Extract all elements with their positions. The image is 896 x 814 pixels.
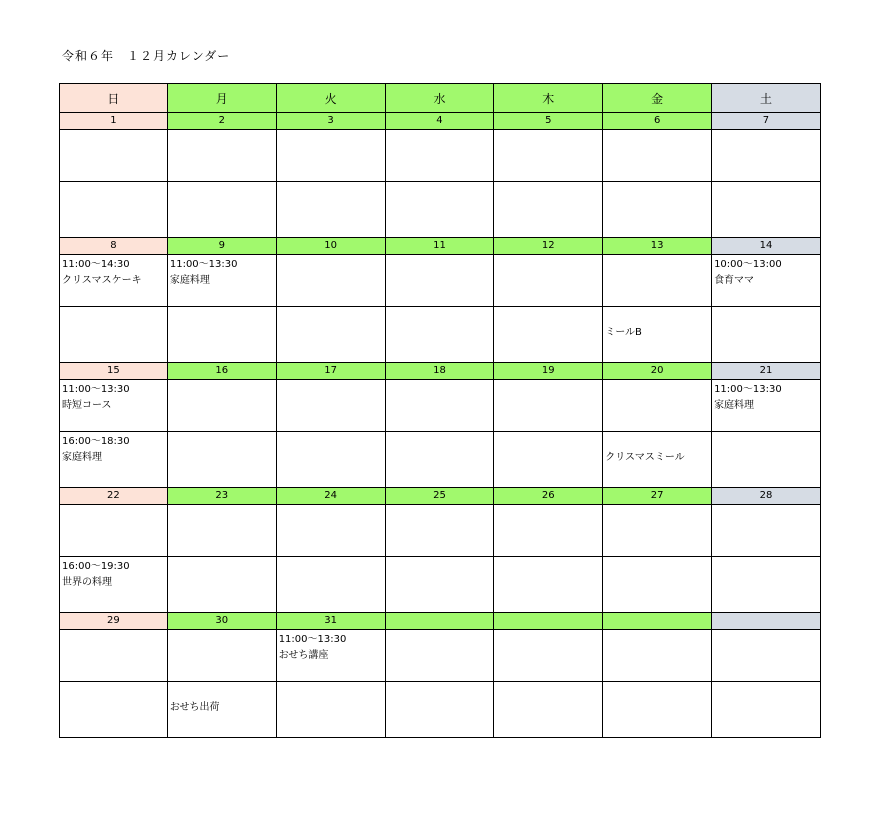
event-cell[interactable] [168, 255, 277, 307]
date-number [603, 613, 712, 630]
date-number: 30 [168, 613, 277, 630]
event-cell[interactable] [168, 682, 277, 738]
event-name [170, 148, 276, 164]
date-number [494, 613, 603, 630]
event-name [388, 148, 494, 164]
date-number: 20 [603, 363, 712, 380]
event-cell[interactable] [168, 432, 277, 488]
event-cell[interactable] [494, 182, 603, 238]
event-name [605, 575, 711, 591]
event-cell[interactable] [712, 432, 821, 488]
weekday-header-row [59, 83, 821, 113]
date-number: 7 [712, 113, 821, 130]
event-cell[interactable] [59, 130, 168, 182]
date-number: 22 [59, 488, 168, 505]
event-time [170, 507, 276, 523]
event-cell[interactable] [277, 557, 386, 613]
date-number-row [59, 113, 821, 130]
event-name [170, 200, 276, 216]
event-cell[interactable] [386, 557, 495, 613]
event-name: 家庭料理 [62, 452, 102, 463]
event-time [496, 559, 602, 575]
event-time [170, 434, 276, 450]
event-time: 10:00～13:00 [714, 259, 782, 270]
date-number: 19 [494, 363, 603, 380]
date-number: 2 [168, 113, 277, 130]
date-number-row [59, 363, 821, 380]
event-cell[interactable] [59, 432, 168, 488]
event-cell[interactable] [494, 255, 603, 307]
weekday-header: 月 [168, 83, 277, 113]
event-cell[interactable] [277, 505, 386, 557]
event-cell[interactable] [59, 255, 168, 307]
event-row [59, 380, 821, 432]
event-cell[interactable] [277, 182, 386, 238]
event-time [496, 434, 602, 450]
event-time [714, 434, 820, 450]
event-name [496, 450, 602, 466]
event-name [62, 523, 167, 539]
event-name [170, 523, 276, 539]
event-name [279, 325, 385, 341]
event-name [170, 325, 276, 341]
event-cell[interactable] [277, 307, 386, 363]
event-row [59, 432, 821, 488]
date-number: 17 [277, 363, 386, 380]
event-name [496, 398, 602, 414]
event-time [388, 507, 494, 523]
date-number: 15 [59, 363, 168, 380]
event-name [279, 450, 385, 466]
event-time [62, 507, 167, 523]
event-time [279, 257, 385, 273]
event-name [388, 450, 494, 466]
event-time [605, 309, 711, 325]
event-row [59, 307, 821, 363]
event-cell[interactable] [386, 505, 495, 557]
event-time [714, 309, 820, 325]
date-number-row [59, 238, 821, 255]
event-cell[interactable] [277, 682, 386, 738]
calendar-title: 令和６年 １２月カレンダー [62, 49, 231, 63]
event-time [605, 382, 711, 398]
event-time [496, 132, 602, 148]
event-time [496, 684, 602, 700]
event-name [605, 273, 711, 289]
event-name [62, 700, 167, 716]
event-time [170, 382, 276, 398]
event-name [605, 523, 711, 539]
event-name: 世界の料理 [62, 577, 112, 588]
event-name [605, 398, 711, 414]
event-time [62, 132, 167, 148]
date-number: 4 [386, 113, 495, 130]
event-time [496, 184, 602, 200]
event-name [170, 450, 276, 466]
event-time [170, 559, 276, 575]
event-cell[interactable] [168, 557, 277, 613]
event-cell[interactable] [494, 432, 603, 488]
weekday-header: 水 [386, 83, 495, 113]
event-cell[interactable] [168, 630, 277, 682]
event-row [59, 255, 821, 307]
event-name [388, 398, 494, 414]
weekday-header: 土 [712, 83, 821, 113]
weekday-header: 木 [494, 83, 603, 113]
event-name [714, 700, 820, 716]
event-time [496, 507, 602, 523]
event-cell[interactable] [712, 380, 821, 432]
date-number: 27 [603, 488, 712, 505]
event-time [714, 132, 820, 148]
event-name [496, 523, 602, 539]
date-number: 1 [59, 113, 168, 130]
event-time [388, 257, 494, 273]
date-number: 14 [712, 238, 821, 255]
event-name [62, 148, 167, 164]
date-number: 26 [494, 488, 603, 505]
event-time [714, 684, 820, 700]
date-number: 10 [277, 238, 386, 255]
event-cell[interactable] [277, 630, 386, 682]
event-name [388, 325, 494, 341]
event-time [388, 632, 494, 648]
date-number: 23 [168, 488, 277, 505]
event-cell[interactable] [168, 182, 277, 238]
event-name [496, 148, 602, 164]
event-name [714, 325, 820, 341]
event-cell[interactable] [494, 307, 603, 363]
event-name [388, 648, 494, 664]
event-cell[interactable] [603, 182, 712, 238]
event-name [279, 700, 385, 716]
event-name: 家庭料理 [169, 275, 210, 286]
event-time [496, 632, 602, 648]
event-row [59, 130, 821, 182]
event-cell[interactable] [168, 505, 277, 557]
event-cell[interactable] [277, 130, 386, 182]
event-cell[interactable] [59, 682, 168, 738]
event-cell[interactable] [603, 380, 712, 432]
event-cell[interactable] [603, 130, 712, 182]
event-cell[interactable] [168, 307, 277, 363]
event-cell[interactable] [494, 130, 603, 182]
event-name [605, 200, 711, 216]
event-cell[interactable] [712, 130, 821, 182]
event-cell[interactable] [603, 505, 712, 557]
event-cell[interactable] [494, 380, 603, 432]
event-time [279, 132, 385, 148]
event-name [496, 200, 602, 216]
event-time [388, 434, 494, 450]
calendar-grid [59, 83, 821, 738]
event-time: 11:00～13:30 [278, 634, 347, 645]
event-time: 11:00～13:30 [62, 384, 130, 395]
event-time [496, 257, 602, 273]
event-cell[interactable] [168, 130, 277, 182]
event-name: おせち出荷 [169, 702, 220, 713]
event-cell[interactable] [603, 432, 712, 488]
event-cell[interactable] [603, 557, 712, 613]
event-cell[interactable] [603, 307, 712, 363]
event-name [714, 200, 820, 216]
event-name [714, 523, 820, 539]
event-name: おせち講座 [278, 650, 329, 661]
event-cell[interactable] [603, 630, 712, 682]
event-time [279, 684, 385, 700]
event-name [62, 325, 167, 341]
event-time [496, 309, 602, 325]
event-row [59, 557, 821, 613]
event-time [388, 559, 494, 575]
date-number-row [59, 488, 821, 505]
event-cell[interactable] [277, 432, 386, 488]
event-time [279, 184, 385, 200]
date-number: 5 [494, 113, 603, 130]
event-name: クリスマスミール [605, 452, 685, 463]
event-cell[interactable] [712, 630, 821, 682]
event-cell[interactable] [59, 182, 168, 238]
event-name [605, 700, 711, 716]
event-time [170, 632, 276, 648]
event-time [170, 132, 276, 148]
event-name [605, 648, 711, 664]
event-name [714, 575, 820, 591]
event-name: クリスマスケーキ [62, 275, 142, 286]
event-cell[interactable] [59, 557, 168, 613]
event-time [279, 309, 385, 325]
event-name [170, 398, 276, 414]
event-cell[interactable] [59, 380, 168, 432]
event-cell[interactable] [386, 255, 495, 307]
event-cell[interactable] [386, 630, 495, 682]
date-number: 16 [168, 363, 277, 380]
event-cell[interactable] [494, 557, 603, 613]
weekday-header: 火 [277, 83, 386, 113]
event-name: 時短コース [62, 400, 112, 411]
event-name [279, 398, 385, 414]
event-row [59, 682, 821, 738]
event-time [714, 632, 820, 648]
event-name [496, 575, 602, 591]
date-number: 31 [277, 613, 386, 630]
event-time [714, 559, 820, 575]
event-time [388, 132, 494, 148]
event-cell[interactable] [494, 682, 603, 738]
event-time [170, 309, 276, 325]
event-time [605, 632, 711, 648]
event-cell[interactable] [59, 630, 168, 682]
event-time [388, 309, 494, 325]
event-row [59, 182, 821, 238]
event-cell[interactable] [386, 432, 495, 488]
event-time [62, 632, 167, 648]
event-time [62, 309, 167, 325]
event-cell[interactable] [277, 380, 386, 432]
event-cell[interactable] [494, 630, 603, 682]
event-cell[interactable] [712, 505, 821, 557]
event-time: 11:00～14:30 [62, 259, 130, 270]
event-cell[interactable] [386, 182, 495, 238]
date-number: 28 [712, 488, 821, 505]
event-name [388, 273, 494, 289]
event-time [170, 684, 276, 700]
event-time [714, 184, 820, 200]
event-name: ミールB [605, 327, 642, 338]
event-time [388, 382, 494, 398]
event-time [388, 684, 494, 700]
date-number: 25 [386, 488, 495, 505]
event-name [496, 700, 602, 716]
event-cell[interactable] [712, 307, 821, 363]
weekday-header: 日 [59, 83, 168, 113]
event-name [388, 700, 494, 716]
event-name [279, 148, 385, 164]
event-name: 食育ママ [714, 275, 755, 286]
date-number: 12 [494, 238, 603, 255]
event-name [62, 200, 167, 216]
event-name: 家庭料理 [714, 400, 755, 411]
event-name [496, 325, 602, 341]
event-name [170, 648, 276, 664]
event-time [62, 184, 167, 200]
event-cell[interactable] [603, 682, 712, 738]
event-name [279, 523, 385, 539]
event-time: 16:00～19:30 [62, 561, 130, 572]
date-number: 24 [277, 488, 386, 505]
date-number: 8 [59, 238, 168, 255]
date-number: 13 [603, 238, 712, 255]
event-cell[interactable] [386, 380, 495, 432]
event-name [279, 200, 385, 216]
event-name [279, 273, 385, 289]
event-time [496, 382, 602, 398]
event-cell[interactable] [386, 682, 495, 738]
event-cell[interactable] [712, 557, 821, 613]
event-time [605, 257, 711, 273]
event-cell[interactable] [712, 182, 821, 238]
event-time [279, 382, 385, 398]
date-number: 21 [712, 363, 821, 380]
event-row [59, 505, 821, 557]
event-name [714, 148, 820, 164]
event-cell[interactable] [168, 380, 277, 432]
event-time: 16:00～18:30 [62, 436, 130, 447]
date-number: 6 [603, 113, 712, 130]
event-name [388, 200, 494, 216]
event-time [279, 507, 385, 523]
event-time: 11:00～13:30 [714, 384, 782, 395]
event-cell[interactable] [59, 307, 168, 363]
date-number: 3 [277, 113, 386, 130]
event-name [279, 575, 385, 591]
event-time [62, 684, 167, 700]
event-time [605, 559, 711, 575]
event-name [605, 148, 711, 164]
event-name [388, 575, 494, 591]
date-number: 11 [386, 238, 495, 255]
event-time: 11:00～13:30 [169, 259, 238, 270]
event-cell[interactable] [59, 505, 168, 557]
event-cell[interactable] [386, 130, 495, 182]
date-number [712, 613, 821, 630]
event-cell[interactable] [712, 682, 821, 738]
date-number: 29 [59, 613, 168, 630]
event-time [605, 132, 711, 148]
event-time [605, 184, 711, 200]
weekday-header: 金 [603, 83, 712, 113]
event-row [59, 630, 821, 682]
event-cell[interactable] [277, 255, 386, 307]
event-time [388, 184, 494, 200]
event-time [279, 559, 385, 575]
event-time [605, 507, 711, 523]
date-number: 9 [168, 238, 277, 255]
date-number [386, 613, 495, 630]
date-number-row [59, 613, 821, 630]
event-name [496, 648, 602, 664]
event-name [714, 450, 820, 466]
date-number: 18 [386, 363, 495, 380]
event-cell[interactable] [386, 307, 495, 363]
event-time [714, 507, 820, 523]
event-name [496, 273, 602, 289]
event-name [714, 648, 820, 664]
event-time [605, 684, 711, 700]
event-cell[interactable] [603, 255, 712, 307]
event-name [170, 575, 276, 591]
event-time [170, 184, 276, 200]
event-time [605, 434, 711, 450]
event-name [388, 523, 494, 539]
event-cell[interactable] [712, 255, 821, 307]
event-name [62, 648, 167, 664]
event-cell[interactable] [494, 505, 603, 557]
event-time [279, 434, 385, 450]
